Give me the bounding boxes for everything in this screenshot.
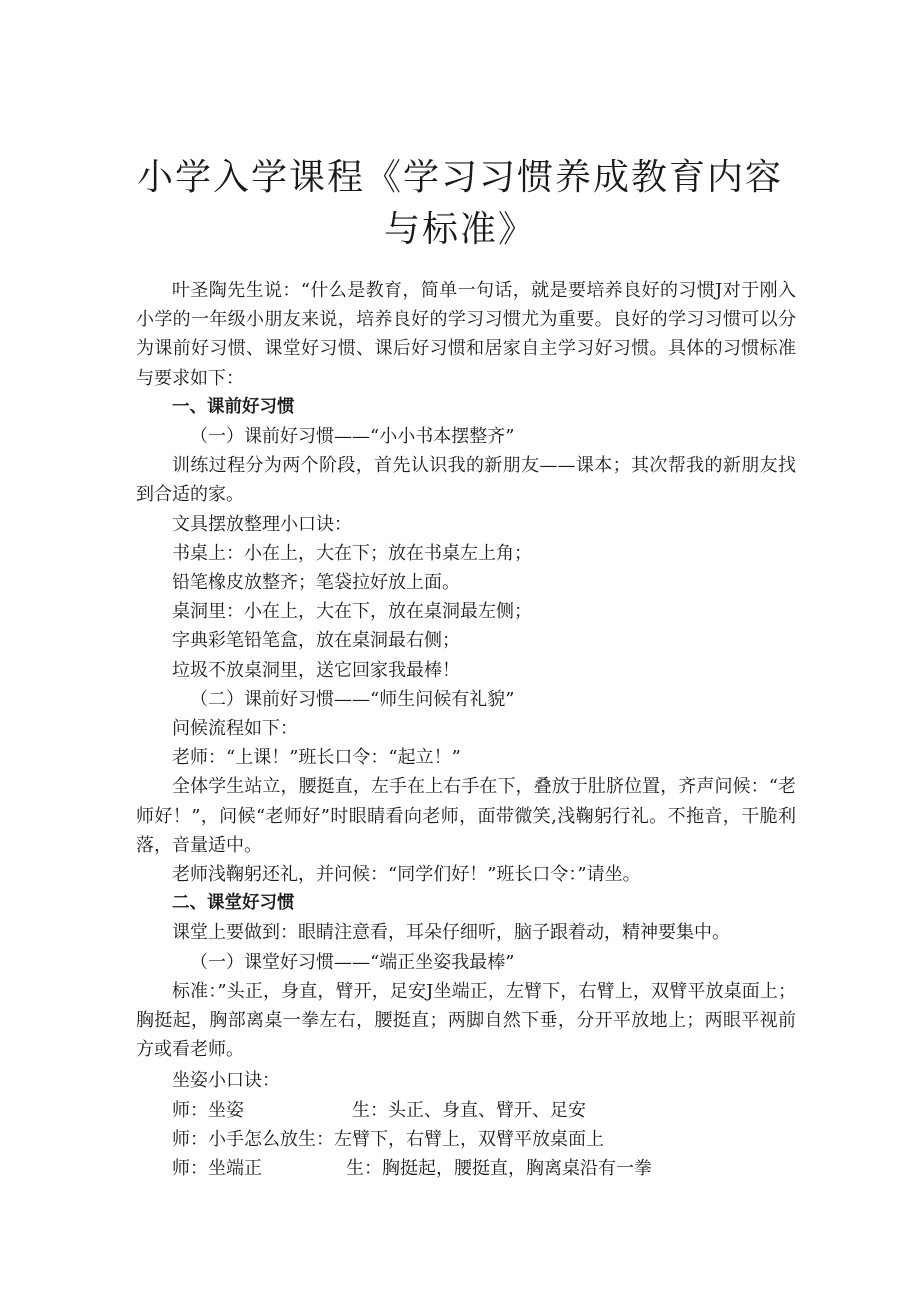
- teacher-line: 师：小手怎么放: [172, 1128, 298, 1150]
- subsection-heading: （一）课堂好习惯——“端正坐姿我最棒”: [190, 951, 515, 973]
- text-line: 课堂上要做到：眼睛注意看，耳朵仔细听，脑子跟着动，精神要集中。: [172, 922, 730, 944]
- paragraph: 叶圣陶先生说：“什么是教育，简单一句话，就是要培养良好的习惯J对于刚入小学的一年级小朋友来说，培养良好的学习习惯尤为重要。良好的学习习惯可以分为课前好习惯、课堂好习惯、课后好习惯和居家自主学习好习惯。具体的习惯标准与要求如下：: [136, 280, 796, 389]
- text-line: 字典彩笔铅笔盒，放在桌洞最右侧；: [172, 630, 460, 652]
- text-line: 问候流程如下：: [172, 718, 298, 740]
- student-line: 生：胸挺起，腰挺直，胸离桌沿有一拳: [346, 1158, 652, 1180]
- text-line: 垃圾不放桌洞里，送它回家我最棒！: [172, 659, 460, 681]
- student-line: 生：头正、身直、臂开、足安: [352, 1099, 586, 1121]
- text-line: 老师：“上课！”班长口令：“起立！”: [172, 747, 461, 769]
- paragraph: 训练过程分为两个阶段，首先认识我的新朋友——课本；其次帮我的新朋友找到合适的家。: [136, 455, 796, 506]
- section-heading: 一、课前好习惯: [172, 396, 295, 417]
- text-line: 老师浅鞠躬还礼，并问候：“同学们好！”班长口令：”请坐。: [172, 864, 641, 886]
- text-line: 文具摆放整理小口诀：: [172, 513, 352, 535]
- text-line: 铅笔橡皮放整齐；笔袋拉好放上面。: [172, 572, 460, 594]
- subsection-heading: （二）课前好习惯——“师生问候有礼貌”: [190, 688, 515, 710]
- dialogue-row: [136, 1096, 796, 1125]
- document-body: [136, 276, 796, 1183]
- teacher-line: 师：坐姿: [172, 1099, 244, 1121]
- text-line: 书桌上：小在上，大在下；放在书桌左上角；: [172, 542, 532, 564]
- teacher-line: 师：坐端正: [172, 1158, 262, 1180]
- dialogue-list: [136, 1096, 796, 1184]
- dialogue-row: [136, 1125, 796, 1154]
- document-title: 小学入学课程《学习习惯养成教育内容与标准》: [136, 157, 783, 250]
- student-line: 生：左臂下，右臂上，双臂平放桌面上: [298, 1128, 604, 1150]
- dialogue-row: [136, 1154, 796, 1183]
- text-line: 坐姿小口诀：: [172, 1070, 280, 1092]
- subsection-heading: （一）课前好习惯——“小小书本摆整齐”: [190, 426, 515, 448]
- paragraph: 全体学生站立，腰挺直，左手在上右手在下，叠放于肚脐位置，齐声问候：“老师好！”，问候“老师好”时眼睛看向老师，面带微笑,浅鞠躬行礼。不拖音，干脆利落，音量适中。: [136, 776, 796, 856]
- paragraph: 标准：”头正，身直，臂开，足安J坐端正，左臂下，右臂上，双臂平放桌面上；胸挺起，胸部离桌一拳左右，腰挺直；两脚自然下垂，分开平放地上；两眼平视前方或看老师。: [136, 980, 796, 1061]
- text-line: 桌洞里：小在上，大在下，放在桌洞最左侧；: [172, 601, 532, 623]
- section-heading: 二、课堂好习惯: [172, 893, 295, 914]
